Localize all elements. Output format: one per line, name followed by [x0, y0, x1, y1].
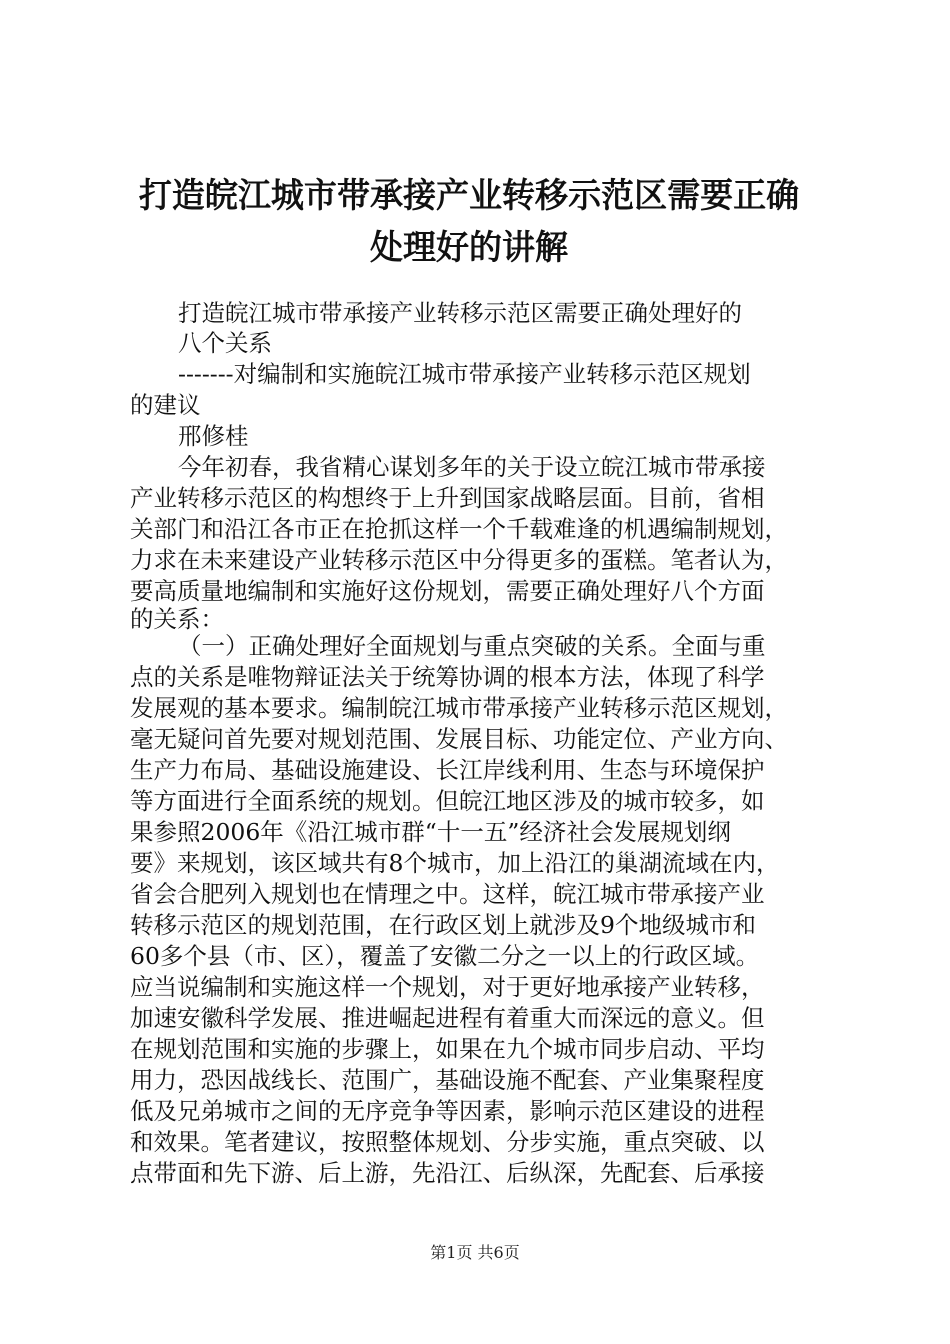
body-line: 用力，恐因战线长、范围广，基础设施不配套、产业集聚程度: [130, 1066, 765, 1094]
body-line: 力求在未来建设产业转移示范区中分得更多的蛋糕。笔者认为，: [130, 546, 788, 574]
body-line: （一）正确处理好全面规划与重点突破的关系。全面与重: [178, 632, 766, 660]
subtitle-line-2: 八个关系: [178, 329, 272, 357]
body-line: 等方面进行全面系统的规划。但皖江地区涉及的城市较多，如: [130, 787, 765, 815]
body-line: 点的关系是唯物辩证法关于统筹协调的根本方法，体现了科学: [130, 663, 765, 691]
body-line: 应当说编制和实施这样一个规划，对于更好地承接产业转移，: [130, 973, 765, 1001]
body-line: 60多个县（市、区），覆盖了安徽二分之一以上的行政区域。: [130, 942, 760, 970]
body-line: 和效果。笔者建议，按照整体规划、分步实施，重点突破、以: [130, 1128, 765, 1156]
subtitle-line-1: 打造皖江城市带承接产业转移示范区需要正确处理好的: [178, 299, 742, 327]
body-line: 毫无疑问首先要对规划范围、发展目标、功能定位、产业方向、: [130, 725, 788, 753]
body-line: 省会合肥列入规划也在情理之中。这样，皖江城市带承接产业: [130, 880, 765, 908]
body-line: 生产力布局、基础设施建设、长江岸线利用、生态与环境保护: [130, 756, 765, 784]
body-line: 要高质量地编制和实施好这份规划，需要正确处理好八个方面: [130, 577, 765, 605]
body-line: 发展观的基本要求。编制皖江城市带承接产业转移示范区规划，: [130, 694, 788, 722]
page-number-footer: 第1页 共6页: [430, 1243, 520, 1262]
subtitle-line-4: 的建议: [130, 391, 201, 419]
subtitle-line-3: -------对编制和实施皖江城市带承接产业转移示范区规划: [178, 360, 751, 388]
author-name: 邢修桂: [178, 422, 249, 450]
body-line: 加速安徽科学发展、推进崛起进程有着重大而深远的意义。但: [130, 1004, 765, 1032]
body-line: 点带面和先下游、后上游，先沿江、后纵深，先配套、后承接: [130, 1159, 765, 1187]
body-line: 要》来规划，该区域共有8个城市，加上沿江的巢湖流域在内，: [130, 849, 780, 877]
body-line: 果参照2006年《沿江城市群“十一五”经济社会发展规划纲: [130, 818, 731, 846]
body-line: 关部门和沿江各市正在抢抓这样一个千载难逢的机遇编制规划，: [130, 515, 788, 543]
body-line: 在规划范围和实施的步骤上，如果在九个城市同步启动、平均: [130, 1035, 765, 1063]
document-title-line-1: 打造皖江城市带承接产业转移示范区需要正确: [138, 176, 800, 216]
document-title-line-2: 处理好的讲解: [369, 228, 569, 268]
body-line: 今年初春，我省精心谋划多年的关于设立皖江城市带承接: [178, 453, 766, 481]
body-line: 低及兄弟城市之间的无序竞争等因素，影响示范区建设的进程: [130, 1097, 765, 1125]
body-line: 转移示范区的规划范围，在行政区划上就涉及9个地级城市和: [130, 911, 756, 939]
body-line: 产业转移示范区的构想终于上升到国家战略层面。目前，省相: [130, 484, 765, 512]
body-line: 的关系：: [130, 605, 224, 633]
